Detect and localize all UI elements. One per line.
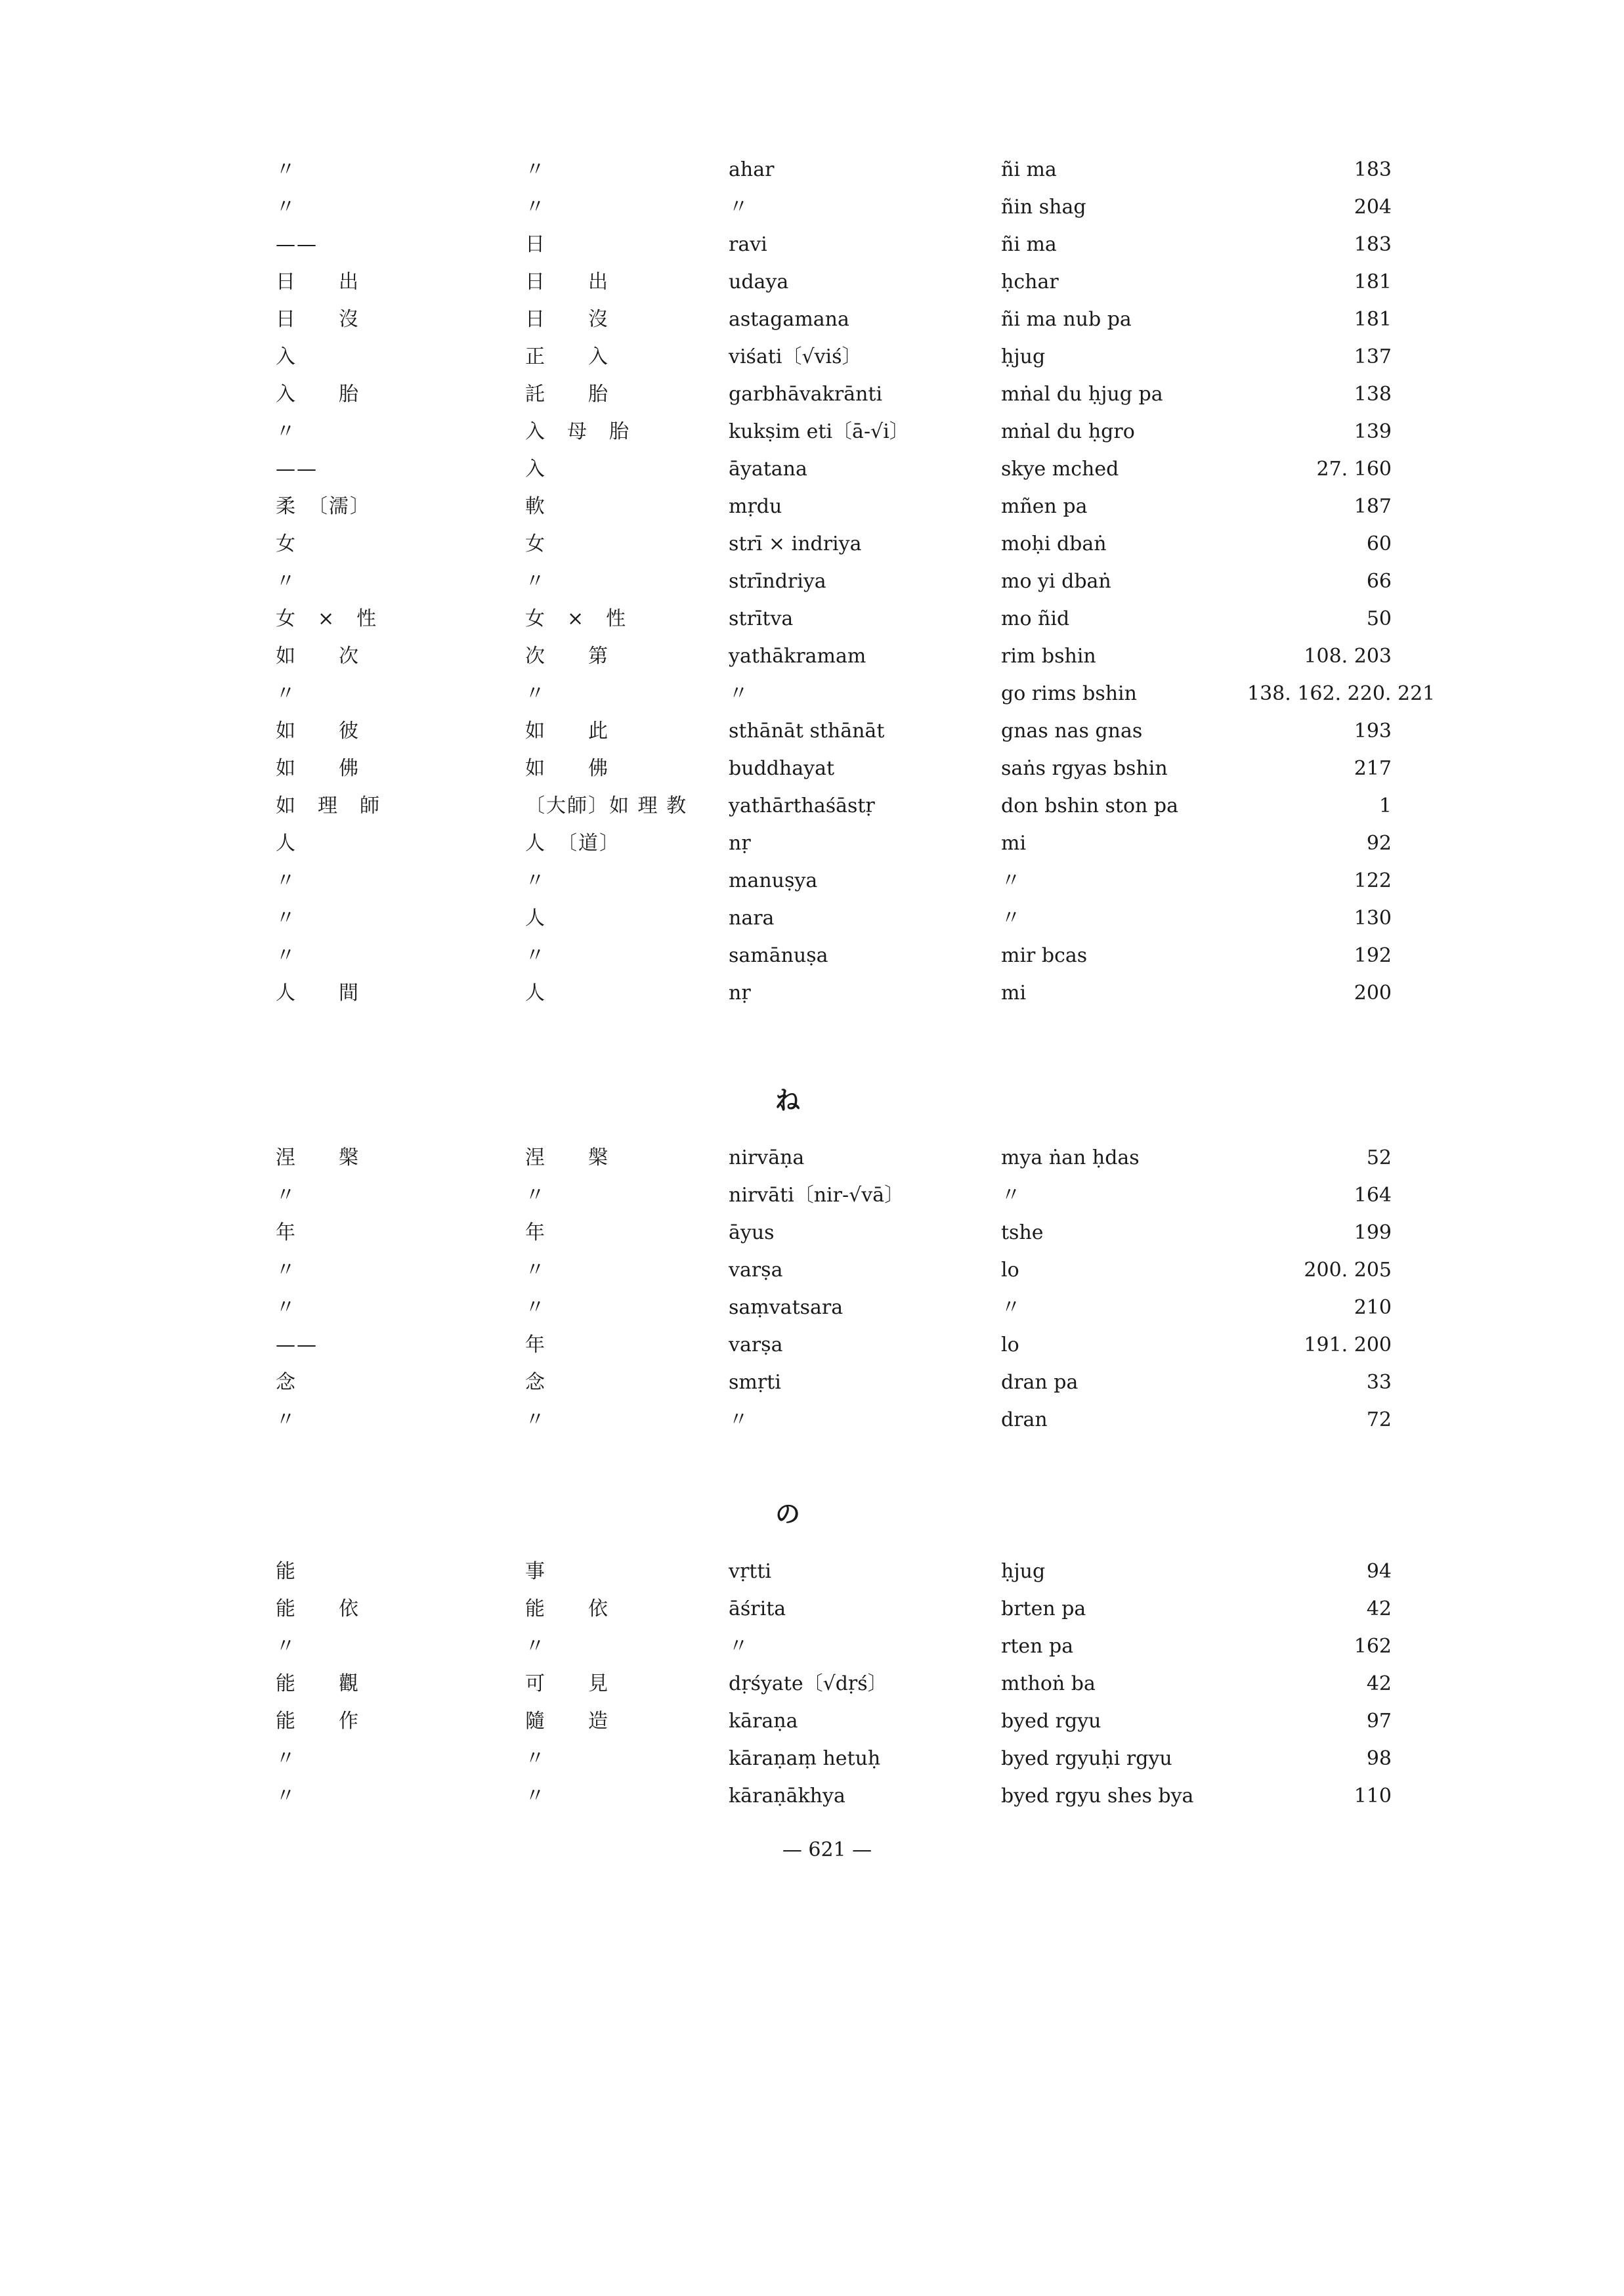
page-reference: 98 — [1366, 1747, 1392, 1770]
page-reference: 130 — [1354, 907, 1392, 930]
japanese-term: 能 作 — [276, 1710, 360, 1733]
chinese-term: 入 — [525, 458, 546, 481]
page-reference: 183 — [1354, 158, 1392, 181]
sanskrit-term: garbhāvakrānti — [729, 383, 883, 406]
index-section-1 — [276, 151, 1436, 1012]
page-reference: 72 — [1366, 1408, 1392, 1431]
japanese-term: 〃 — [276, 158, 297, 181]
index-entry-row — [276, 1364, 1392, 1401]
japanese-term: 如 理 師 — [276, 794, 381, 817]
chinese-term: 〃 — [525, 158, 546, 181]
tibetan-term: mi — [1001, 982, 1027, 1005]
tibetan-term: 〃 — [1001, 1184, 1021, 1207]
page-reference: 137 — [1354, 345, 1392, 368]
page-reference: 138. 162. 220. 221 — [1247, 682, 1436, 705]
sanskrit-term: nirvāṇa — [729, 1146, 805, 1169]
page-reference: 200 — [1354, 982, 1392, 1005]
sanskrit-term: sthānāt sthānāt — [729, 720, 885, 743]
tibetan-term: tshe — [1001, 1221, 1044, 1244]
tibetan-term: 〃 — [1001, 1296, 1021, 1319]
tibetan-term: moḥi dbaṅ — [1001, 532, 1107, 555]
japanese-term: 女 — [276, 532, 297, 555]
tibetan-term: byed rgyu — [1001, 1710, 1101, 1733]
chinese-term: 隨 造 — [525, 1710, 609, 1733]
sanskrit-term: viśati〔√viś〕 — [729, 345, 862, 368]
tibetan-term: ñi ma — [1001, 158, 1057, 181]
chinese-term: 日 沒 — [525, 308, 609, 331]
sanskrit-term: 〃 — [729, 682, 748, 705]
japanese-term: 〃 — [276, 1408, 297, 1431]
tibetan-term: mṅal du ḥjug pa — [1001, 383, 1163, 406]
index-entry-row — [276, 1665, 1392, 1702]
japanese-term: 〃 — [276, 1785, 297, 1808]
chinese-term: 能 依 — [525, 1597, 609, 1620]
sanskrit-term: 〃 — [729, 196, 748, 219]
sanskrit-term: ravi — [729, 233, 767, 256]
chinese-term: 〃 — [525, 196, 546, 219]
page-reference: 60 — [1366, 532, 1392, 555]
chinese-term: 〃 — [525, 570, 546, 593]
tibetan-term: saṅs rgyas bshin — [1001, 757, 1168, 780]
tibetan-term: 〃 — [1001, 907, 1021, 930]
index-entry-row — [276, 226, 1392, 263]
tibetan-term: dran — [1001, 1408, 1048, 1431]
sanskrit-term: buddhayat — [729, 757, 835, 780]
chinese-term: 〃 — [525, 1296, 546, 1319]
chinese-term: 年 — [525, 1221, 546, 1244]
sanskrit-term: saṃvatsara — [729, 1296, 844, 1319]
index-entry-row — [276, 1139, 1392, 1177]
index-entry-row — [276, 338, 1392, 376]
japanese-term: 能 觀 — [276, 1672, 360, 1695]
index-entry-row — [276, 413, 1392, 450]
index-entry-row — [276, 563, 1392, 600]
japanese-term: 〃 — [276, 1635, 297, 1658]
tibetan-term: byed rgyuḥi rgyu — [1001, 1747, 1172, 1770]
tibetan-term: don bshin ston pa — [1001, 794, 1178, 817]
index-entry-row — [276, 974, 1392, 1012]
chinese-term: 如 此 — [525, 720, 609, 743]
tibetan-term: byed rgyu shes bya — [1001, 1785, 1194, 1808]
chinese-term: 正 入 — [525, 345, 609, 368]
page-reference: 92 — [1366, 832, 1392, 855]
page-reference: 66 — [1366, 570, 1392, 593]
tibetan-term: brten pa — [1001, 1597, 1086, 1620]
japanese-term: —— — [276, 458, 318, 481]
tibetan-term: go rims bshin — [1001, 682, 1137, 705]
page-reference: 108. 203 — [1304, 645, 1392, 668]
index-entry-row — [276, 825, 1392, 862]
tibetan-term: mñen pa — [1001, 495, 1088, 518]
sanskrit-term: kāraṇa — [729, 1710, 798, 1733]
sanskrit-term: ahar — [729, 158, 775, 181]
sanskrit-term: strītva — [729, 607, 794, 630]
japanese-term: 能 依 — [276, 1597, 360, 1620]
index-entry-row — [276, 1740, 1392, 1777]
sanskrit-term: mṛdu — [729, 495, 782, 518]
japanese-term: 能 — [276, 1560, 297, 1583]
index-entry-row — [276, 151, 1392, 188]
sanskrit-term: āyus — [729, 1221, 775, 1244]
chinese-term: 日 出 — [525, 271, 609, 293]
tibetan-term: gnas nas gnas — [1001, 720, 1143, 743]
index-entry-row — [276, 1214, 1392, 1251]
page-reference: 94 — [1366, 1560, 1392, 1583]
tibetan-term: rten pa — [1001, 1635, 1074, 1658]
page-reference: 52 — [1366, 1146, 1392, 1169]
tibetan-term: mir bcas — [1001, 944, 1088, 967]
tibetan-term: 〃 — [1001, 869, 1021, 892]
index-entry-row — [276, 675, 1436, 712]
tibetan-term: rim bshin — [1001, 645, 1096, 668]
tibetan-term: ñin shag — [1001, 196, 1086, 219]
tibetan-term: lo — [1001, 1333, 1019, 1356]
index-entry-row — [276, 1628, 1392, 1665]
chinese-term: 〃 — [525, 1635, 546, 1658]
japanese-term: 年 — [276, 1221, 297, 1244]
index-entry-row — [276, 712, 1392, 750]
chinese-term: 〃 — [525, 1747, 546, 1770]
sanskrit-term: 〃 — [729, 1408, 748, 1431]
page-reference: 192 — [1354, 944, 1392, 967]
chinese-term: 女 × 性 — [525, 607, 628, 630]
page-reference: 42 — [1366, 1672, 1392, 1695]
sanskrit-term: astagamana — [729, 308, 849, 331]
page-reference: 191. 200 — [1304, 1333, 1392, 1356]
chinese-term: 〃 — [525, 1408, 546, 1431]
japanese-term: 〃 — [276, 1747, 297, 1770]
chinese-term: 〃 — [525, 1259, 546, 1282]
japanese-term: 日 沒 — [276, 308, 360, 331]
sanskrit-term: kukṣim eti〔ā-√i〕 — [729, 420, 909, 443]
chinese-term: 軟 — [525, 495, 546, 518]
chinese-term: 人 — [525, 907, 546, 930]
japanese-term: 〃 — [276, 196, 297, 219]
chinese-term: 〃 — [525, 1785, 546, 1808]
index-entry-row — [276, 862, 1392, 899]
sanskrit-term: udaya — [729, 271, 789, 293]
japanese-term: —— — [276, 233, 318, 256]
page-reference: 42 — [1366, 1597, 1392, 1620]
index-entry-row — [276, 1326, 1392, 1364]
index-entry-row — [276, 1251, 1392, 1289]
sanskrit-term: manuṣya — [729, 869, 818, 892]
sanskrit-term: varṣa — [729, 1259, 783, 1282]
chinese-term: 事 — [525, 1560, 546, 1583]
sanskrit-term: strī × indriya — [729, 532, 862, 555]
japanese-term: 人 間 — [276, 982, 360, 1005]
japanese-term: 女 × 性 — [276, 607, 378, 630]
tibetan-term: ḥchar — [1001, 271, 1059, 293]
index-entry-row — [276, 600, 1392, 638]
page-reference: 181 — [1354, 271, 1392, 293]
page-reference: 164 — [1354, 1184, 1392, 1207]
sanskrit-term: kāraṇākhya — [729, 1785, 845, 1808]
japanese-term: 〃 — [276, 944, 297, 967]
tibetan-term: mya ṅan ḥdas — [1001, 1146, 1140, 1169]
index-entry-row — [276, 525, 1392, 563]
japanese-term: 柔 〔濡〕 — [276, 495, 371, 518]
index-entry-row — [276, 1777, 1392, 1815]
chinese-term: 〃 — [525, 869, 546, 892]
index-entry-row — [276, 638, 1392, 675]
section-heading-ne: ね — [775, 1085, 800, 1115]
japanese-term: 〃 — [276, 420, 297, 443]
sanskrit-term: dṛśyate〔√dṛś〕 — [729, 1672, 887, 1695]
index-entry-row — [276, 750, 1392, 787]
japanese-term: 日 出 — [276, 271, 360, 293]
tibetan-term: mo yi dbaṅ — [1001, 570, 1111, 593]
tibetan-term: mi — [1001, 832, 1027, 855]
chinese-term: 〃 — [525, 1184, 546, 1207]
japanese-term: 人 — [276, 832, 297, 855]
japanese-term: 〃 — [276, 907, 297, 930]
sanskrit-term: vṛtti — [729, 1560, 771, 1583]
index-entry-row — [276, 937, 1392, 974]
japanese-term: 念 — [276, 1371, 297, 1394]
japanese-term: 〃 — [276, 682, 297, 705]
chinese-term: 涅 槃 — [525, 1146, 609, 1169]
tibetan-term: mṅal du ḥgro — [1001, 420, 1135, 443]
page-number: — 621 — — [782, 1838, 872, 1861]
tibetan-term: lo — [1001, 1259, 1019, 1282]
tibetan-term: dran pa — [1001, 1371, 1079, 1394]
sanskrit-term: kāraṇaṃ hetuḥ — [729, 1747, 881, 1770]
tibetan-term: ḥjug — [1001, 345, 1046, 368]
page-reference: 183 — [1354, 233, 1392, 256]
sanskrit-term: 〃 — [729, 1635, 748, 1658]
page-reference: 122 — [1354, 869, 1392, 892]
index-entry-row — [276, 1177, 1392, 1214]
chinese-term: 女 — [525, 532, 546, 555]
chinese-term: 如 佛 — [525, 757, 609, 780]
sanskrit-term: nṛ — [729, 832, 751, 855]
page-reference: 110 — [1354, 1785, 1392, 1808]
chinese-term: 入 母 胎 — [525, 420, 630, 443]
page-reference: 181 — [1354, 308, 1392, 331]
page-reference: 50 — [1366, 607, 1392, 630]
page-reference: 138 — [1354, 383, 1392, 406]
page-reference: 193 — [1354, 720, 1392, 743]
page-reference: 210 — [1354, 1296, 1392, 1319]
japanese-term: 〃 — [276, 1184, 297, 1207]
sanskrit-term: strīndriya — [729, 570, 826, 593]
sanskrit-term: smṛti — [729, 1371, 781, 1394]
page-reference: 33 — [1366, 1371, 1392, 1394]
tibetan-term: skye mched — [1001, 458, 1119, 481]
sanskrit-term: varṣa — [729, 1333, 783, 1356]
index-entry-row — [276, 1702, 1392, 1740]
page-reference: 217 — [1354, 757, 1392, 780]
index-entry-row — [276, 376, 1392, 413]
chinese-term: 〔大師〕如 理 教 — [525, 794, 688, 817]
chinese-term: 人 — [525, 982, 546, 1005]
index-entry-row — [276, 450, 1392, 488]
chinese-term: 託 胎 — [525, 383, 609, 406]
index-entry-row — [276, 1289, 1392, 1326]
sanskrit-term: āśrita — [729, 1597, 786, 1620]
chinese-term: 人 〔道〕 — [525, 832, 620, 855]
index-entry-row — [276, 1590, 1392, 1628]
sanskrit-term: nṛ — [729, 982, 751, 1005]
index-entry-row — [276, 899, 1392, 937]
page-reference: 27. 160 — [1316, 458, 1392, 481]
page-reference: 162 — [1354, 1635, 1392, 1658]
page-reference: 97 — [1366, 1710, 1392, 1733]
index-entry-row — [276, 188, 1392, 226]
japanese-term: 〃 — [276, 869, 297, 892]
page-reference: 199 — [1354, 1221, 1392, 1244]
index-section-ne — [276, 1139, 1392, 1439]
chinese-term: 日 — [525, 233, 546, 256]
chinese-term: 次 第 — [525, 645, 609, 668]
index-section-no — [276, 1553, 1392, 1815]
tibetan-term: ñi ma — [1001, 233, 1057, 256]
chinese-term: 〃 — [525, 944, 546, 967]
section-heading-no: の — [775, 1499, 800, 1528]
index-entry-row — [276, 488, 1392, 525]
index-entry-row — [276, 263, 1392, 301]
tibetan-term: mo ñid — [1001, 607, 1070, 630]
sanskrit-term: yathārthaśāstṛ — [729, 794, 875, 817]
japanese-term: 入 — [276, 345, 297, 368]
sanskrit-term: nara — [729, 907, 775, 930]
japanese-term: 如 彼 — [276, 720, 360, 743]
chinese-term: 可 見 — [525, 1672, 609, 1695]
tibetan-term: ḥjug — [1001, 1560, 1046, 1583]
sanskrit-term: yathākramam — [729, 645, 866, 668]
sanskrit-term: nirvāti〔nir-√vā〕 — [729, 1184, 905, 1207]
chinese-term: 〃 — [525, 682, 546, 705]
page-reference: 139 — [1354, 420, 1392, 443]
page-reference: 200. 205 — [1304, 1259, 1392, 1282]
chinese-term: 念 — [525, 1371, 546, 1394]
page-reference: 187 — [1354, 495, 1392, 518]
page-reference: 204 — [1354, 196, 1392, 219]
sanskrit-term: samānuṣa — [729, 944, 828, 967]
chinese-term: 年 — [525, 1333, 546, 1356]
index-entry-row — [276, 1553, 1392, 1590]
japanese-term: 入 胎 — [276, 383, 360, 406]
japanese-term: 〃 — [276, 1259, 297, 1282]
tibetan-term: mthoṅ ba — [1001, 1672, 1096, 1695]
page-reference: 1 — [1378, 794, 1392, 817]
japanese-term: 涅 槃 — [276, 1146, 360, 1169]
japanese-term: —— — [276, 1333, 318, 1356]
japanese-term: 〃 — [276, 570, 297, 593]
index-entry-row — [276, 1401, 1392, 1439]
index-entry-row — [276, 787, 1392, 825]
tibetan-term: ñi ma nub pa — [1001, 308, 1132, 331]
japanese-term: 如 佛 — [276, 757, 360, 780]
japanese-term: 〃 — [276, 1296, 297, 1319]
japanese-term: 如 次 — [276, 645, 360, 668]
sanskrit-term: āyatana — [729, 458, 807, 481]
index-entry-row — [276, 301, 1392, 338]
